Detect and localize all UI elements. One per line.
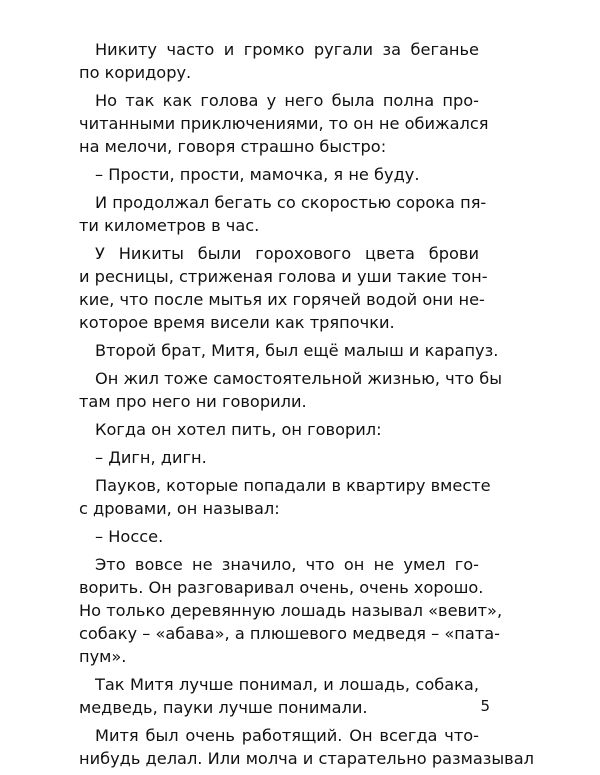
paragraph [79,446,479,469]
text-line: собаку – «абава», а плюшевого медведя – «пата- [79,624,500,643]
text-line: там про него ни говорили. [79,392,307,411]
text-line: кие, что после мытья их горячей водой они не- [79,290,485,309]
paragraph [79,191,487,237]
text-line: ти километров в час. [79,216,260,235]
paragraph [79,38,479,84]
paragraph [79,418,479,441]
text-line: и ресницы, стриженая голова и уши такие тон- [79,267,488,286]
paragraph [79,163,479,186]
text-line: на мелочи, говоря страшно быстро: [79,137,387,156]
text-line: которое время висели как тряпочки. [79,313,395,332]
text-line: И продолжал бегать со скоростью сорока пя- [95,193,487,212]
text-line: медведь, пауки лучше понимали. [79,698,368,717]
text-line: ворить. Он разговаривал очень, очень хорошо. [79,578,484,597]
paragraph [79,673,479,719]
text-line: Это вовсе не значило, что он не умел го- [95,555,479,574]
paragraph [79,724,534,770]
paragraph [79,474,491,520]
paragraph [79,339,499,362]
page-number: 5 [480,697,490,715]
text-line: пум». [79,647,127,666]
text-line: У Никиты были горохового цвета брови [95,244,479,263]
text-line: по коридору. [79,63,192,82]
text-line: – Носсе. [95,527,164,546]
body-text [79,38,534,775]
text-line: нибудь делал. Или молча и старательно размазывал [79,749,534,768]
paragraph [79,89,489,158]
text-line: Но только деревянную лошадь называл «вевит», [79,601,503,620]
text-line: Но так как голова у него была полна про- [95,91,479,110]
text-line: Он жил тоже самостоятельной жизнью, что бы [95,369,502,388]
text-line: Когда он хотел пить, он говорил: [95,420,382,439]
paragraph [79,242,488,334]
text-line: – Прости, прости, мамочка, я не буду. [95,165,420,184]
text-line: Митя был очень работящий. Он всегда что- [95,726,479,745]
text-line: Так Митя лучше понимал, и лошадь, собака, [95,675,479,694]
paragraph [79,367,502,413]
text-line: читанными приключениями, то он не обижался [79,114,489,133]
text-line: с дровами, он называл: [79,499,280,518]
paragraph [79,525,479,548]
text-line: Никиту часто и громко ругали за беганье [95,40,479,59]
paragraph [79,553,503,668]
text-line: Второй брат, Митя, был ещё малыш и карапуз. [95,341,499,360]
text-line: – Дигн, дигн. [95,448,207,467]
text-line: Пауков, которые попадали в квартиру вместе [95,476,491,495]
